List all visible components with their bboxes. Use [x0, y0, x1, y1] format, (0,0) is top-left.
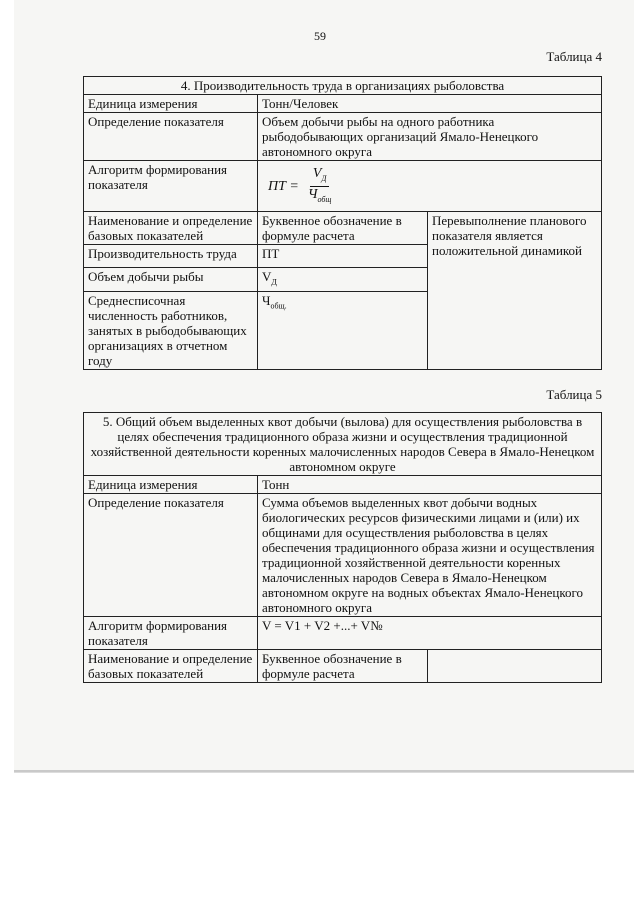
table4-letter-label: Буквенное обозначение в формуле расчета	[258, 211, 428, 244]
table5-caption: Таблица 5	[546, 387, 602, 402]
table4-row-letter: ПТ	[258, 244, 428, 268]
table5	[83, 412, 602, 683]
table4-row-name: Производительность труда	[84, 244, 258, 268]
formula-fraction	[305, 166, 335, 207]
table5-definition-value: Сумма объемов выделенных квот добычи водных биологических ресурсов физическими лицами и (или) их общинами для осуществления рыболовства в целях обеспечения традиционного образа жизни и осуществления традиционной хозяйственной деятельности коренных малочисленных народов Севера в Ямало-Ненецком автономном округе на водных объектах Ямало-Ненецкого автономного округа	[258, 494, 602, 617]
table5-algorithm-label: Алгоритм формирования показателя	[84, 617, 258, 650]
table4-row-name: Объем добычи рыбы	[84, 268, 258, 292]
table5-base-label: Наименование и определение базовых показателей	[84, 650, 258, 683]
table5-unit-value: Тонн	[258, 476, 602, 494]
table4-note: Перевыполнение планового показателя является положительной динамикой	[428, 211, 602, 369]
table4-row-letter: $V_Д$	[258, 268, 428, 292]
table4-row-name: Среднесписочная численность работников, занятых в рыбодобывающих организациях в отчетном году	[84, 291, 258, 369]
table4-formula	[262, 162, 597, 210]
table5-empty-cell	[428, 650, 602, 683]
table4-unit-value: Тонн/Человек	[258, 95, 602, 113]
table5-letter-label: Буквенное обозначение в формуле расчета	[258, 650, 428, 683]
table4-definition-value: Объем добычи рыбы на одного работника рыбодобывающих организаций Ямало-Ненецкого автономного округа	[258, 113, 602, 161]
formula-lhs: ПТ =	[268, 178, 299, 194]
page-number: 59	[314, 29, 326, 43]
formula-numerator: $V_Д$	[310, 166, 330, 187]
table5-unit-label: Единица измерения	[84, 476, 258, 494]
table4-base-label: Наименование и определение базовых показателей	[84, 211, 258, 244]
table4-title: 4. Производительность труда в организациях рыболовства	[84, 77, 602, 95]
table4-formula-cell	[258, 161, 602, 212]
table4-row-letter: $Ч_{общ.}$	[258, 291, 428, 369]
table4-caption: Таблица 4	[546, 49, 602, 64]
table5-title: 5. Общий объем выделенных квот добычи (вылова) для осуществления рыболовства в целях обеспечения традиционного образа жизни и осуществления традиционной хозяйственной деятельности коренных малочисленных народов Севера в Ямало-Ненецком автономном округе	[84, 413, 602, 476]
table5-algorithm-value: V = V1 + V2 +...+ V№	[258, 617, 602, 650]
table4-algorithm-label: Алгоритм формирования показателя	[84, 161, 258, 212]
table4-definition-label: Определение показателя	[84, 113, 258, 161]
formula-denominator: $Ч_{общ}$	[307, 186, 332, 204]
table4	[83, 76, 602, 370]
table4-unit-label: Единица измерения	[84, 95, 258, 113]
table5-definition-label: Определение показателя	[84, 494, 258, 617]
